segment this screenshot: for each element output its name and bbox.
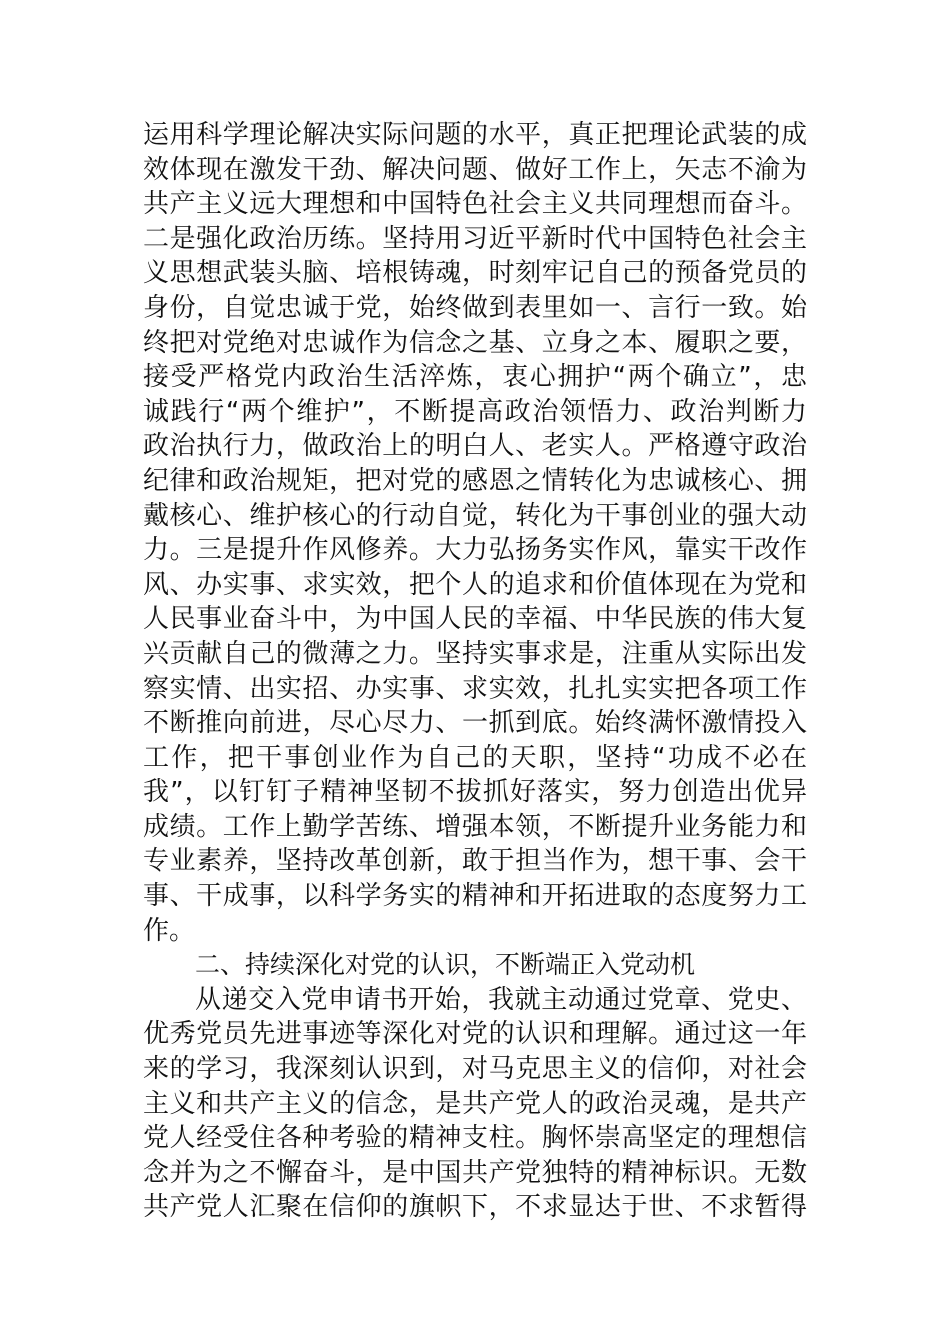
text-line: 二是强化政治历练。坚持用习近平新时代中国特色社会主	[143, 223, 807, 254]
text-line: 从递交入党申请书开始，我就主动通过党章、党史、	[195, 984, 807, 1015]
text-line: 作。	[143, 915, 196, 946]
text-line: 兴贡献自己的微薄之力。坚持实事求是，注重从实际出发	[143, 638, 807, 669]
text-line: 察实情、出实招、办实事、求实效，扎扎实实把各项工作	[143, 673, 807, 704]
text-line: 专业素养，坚持改革创新，敢于担当作为，想干事、会干	[143, 846, 807, 877]
text-line: 义思想武装头脑、培根铸魂，时刻牢记自己的预备党员的	[143, 258, 807, 289]
text-line: 效体现在激发干劲、解决问题、做好工作上，矢志不渝为	[143, 154, 807, 185]
text-line: 戴核心、维护核心的行动自觉，转化为干事创业的强大动	[143, 500, 807, 531]
text-line: 风、办实事、求实效，把个人的追求和价值体现在为党和	[143, 569, 807, 600]
text-line: 身份，自觉忠诚于党，始终做到表里如一、言行一致。始	[143, 292, 807, 323]
text-line: 共产党人汇聚在信仰的旗帜下，不求显达于世、不求暂得	[143, 1192, 807, 1223]
text-line: 党人经受住各种考验的精神支柱。胸怀崇高坚定的理想信	[143, 1123, 807, 1154]
paragraph-study	[143, 118, 807, 948]
text-line: 优秀党员先进事迹等深化对党的认识和理解。通过这一年	[143, 1019, 807, 1050]
text-line: 接受严格党内政治生活淬炼，衷心拥护“两个确立”，忠	[143, 362, 807, 393]
paragraph-understanding	[143, 983, 807, 1225]
document-body	[143, 118, 807, 1225]
text-line: 我”，以钉钉子精神坚韧不拔抓好落实，努力创造出优异	[143, 777, 807, 808]
text-line: 成绩。工作上勤学苦练、增强本领，不断提升业务能力和	[143, 811, 807, 842]
text-line: 力。三是提升作风修养。大力弘扬务实作风，靠实干改作	[143, 535, 807, 566]
text-line: 不断推向前进，尽心尽力、一抓到底。始终满怀激情投入	[143, 708, 807, 739]
text-line: 共产主义远大理想和中国特色社会主义共同理想而奋斗。	[143, 189, 807, 220]
text-line: 政治执行力，做政治上的明白人、老实人。严格遵守政治	[143, 431, 807, 462]
text-line: 诚践行“两个维护”，不断提高政治领悟力、政治判断力	[143, 396, 807, 427]
text-line: 念并为之不懈奋斗，是中国共产党独特的精神标识。无数	[143, 1157, 807, 1188]
text-line: 终把对党绝对忠诚作为信念之基、立身之本、履职之要，	[143, 327, 807, 358]
section-heading: 二、持续深化对党的认识，不断端正入党动机	[195, 950, 696, 980]
text-line: 主义和共产主义的信念，是共产党人的政治灵魂，是共产	[143, 1088, 807, 1119]
text-line: 运用科学理论解决实际问题的水平，真正把理论武装的成	[143, 120, 807, 150]
text-line: 纪律和政治规矩，把对党的感恩之情转化为忠诚核心、拥	[143, 465, 807, 496]
text-line: 来的学习，我深刻认识到，对马克思主义的信仰，对社会	[143, 1054, 807, 1085]
text-line: 人民事业奋斗中，为中国人民的幸福、中华民族的伟大复	[143, 604, 807, 635]
text-line: 事、干成事，以科学务实的精神和开拓进取的态度努力工	[143, 881, 807, 912]
text-line: 工作，把干事创业作为自己的天职，坚持“功成不必在	[143, 742, 807, 773]
